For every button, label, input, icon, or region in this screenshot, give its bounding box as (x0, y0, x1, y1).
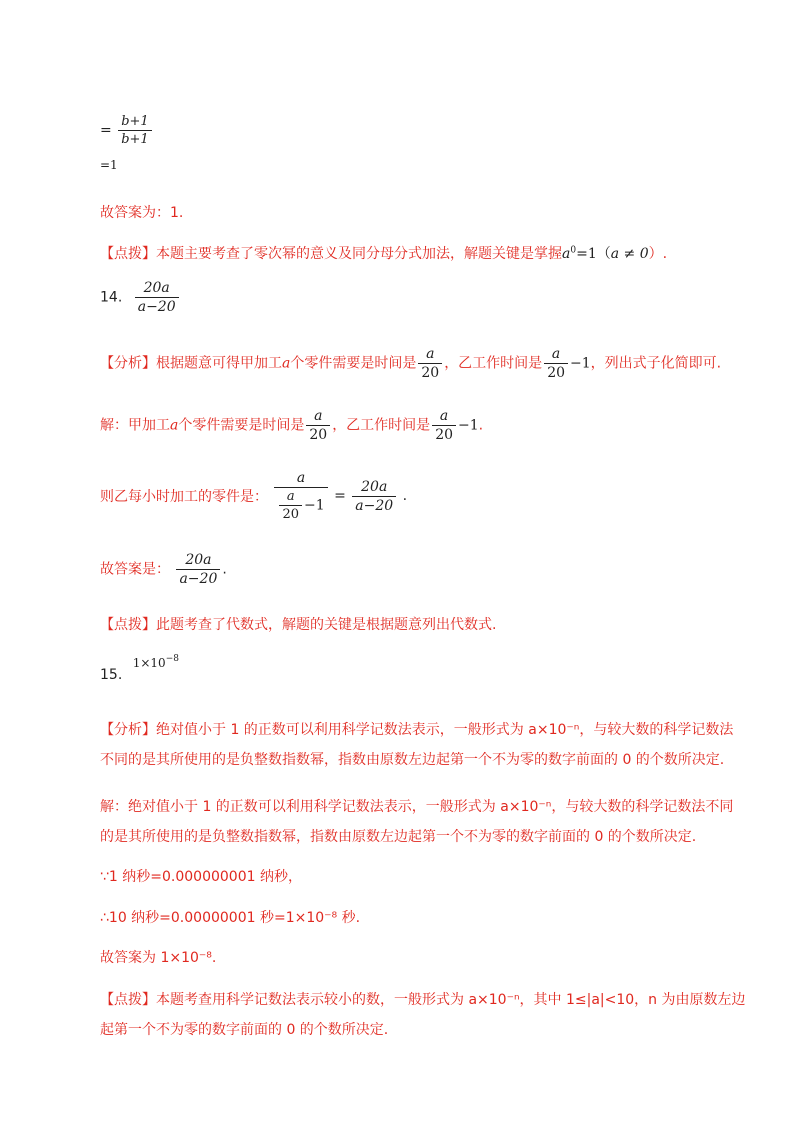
inner-fraction: $\frac{a}{20}$ (279, 489, 302, 522)
fraction-20a-over-a-minus-20: $\frac{20a}{a-20}$ (135, 280, 179, 315)
fraction-20a-over-a-minus-20: $\frac{20a}{a-20}$ (176, 552, 220, 587)
hint-line-15b: 起第一个不为零的数字前面的 0 的个数所决定. (100, 1022, 389, 1038)
solution-line-15a: 解：绝对值小于 1 的正数可以利用科学记数法表示，一般形式为 a×10⁻ⁿ，与较大数的科学记数法不同 (100, 799, 734, 815)
answer-line-15: 故答案为 1×10⁻⁸. (100, 950, 217, 966)
question-14-answer (100, 280, 181, 315)
because-line: ∵1 纳秒=0.000000001 纳秒， (100, 869, 302, 885)
hint-line-15a: 【点拨】本题考查用科学记数法表示较小的数，一般形式为 a×10⁻ⁿ，其中 1≤|a|<10，n 为由原数左边 (100, 992, 746, 1008)
fraction-a-over-20: $\frac{a}{20}$ (306, 408, 330, 443)
question-15-answer: 15. $1\times 10^{-8}$ (100, 654, 179, 683)
analysis-line-14: 【分析】根据题意可得甲加工a个零件需要是时间是 $\frac{a}{20}$ ，乙工作时间是 $\frac{a}{20}$ −1，列出式子化简即可. (100, 346, 722, 381)
complex-fraction: a $\frac{a}{20}$ −1 (274, 470, 327, 522)
yi-line-14: 则乙每小时加工的零件是： a $\frac{a}{20}$ −1 = $\frac{20a}{a-20}$ . (100, 470, 408, 522)
therefore-line: ∴10 纳秒=0.00000001 秒=1×10⁻⁸ 秒. (100, 910, 361, 926)
hint-line-13: 【点拨】本题主要考查了零次幂的意义及同分母分式加法，解题关键是掌握$a^0=1(a \ne 0)$. (100, 245, 668, 262)
analysis-line-15a: 【分析】绝对值小于 1 的正数可以利用科学记数法表示，一般形式为 a×10⁻ⁿ，与较大数的科学记数法 (100, 722, 734, 738)
answer-line-14: 故答案是： $\frac{20a}{a-20}$ . (100, 552, 227, 587)
equation-line-2: =1 (100, 158, 118, 172)
fraction-a-over-20: $\frac{a}{20}$ (544, 346, 568, 381)
solution-line-14: 解：甲加工a个零件需要是时间是 $\frac{a}{20}$ ，乙工作时间是 $\frac{a}{20}$ −1. (100, 408, 484, 443)
answer-line-13: 故答案为：1. (100, 205, 184, 221)
fraction-20a-over-a-minus-20: $\frac{20a}{a-20}$ (352, 479, 396, 514)
solution-line-15b: 的是其所使用的是负整数指数幂，指数由原数左边起第一个不为零的数字前面的 0 的个数所决定. (100, 829, 697, 845)
question-number: 14. (100, 289, 123, 306)
question-number: 15. (100, 666, 123, 683)
fraction-b-plus-1: $\frac{b+1}{b+1}$ (118, 114, 152, 147)
equals-sign: = (100, 122, 112, 139)
fraction-a-over-20: $\frac{a}{20}$ (432, 408, 456, 443)
analysis-line-15b: 不同的是其所使用的是负整数指数幂，指数由原数左边起第一个不为零的数字前面的 0 的个数所决定. (100, 752, 725, 768)
hint-line-14: 【点拨】此题考查了代数式，解题的关键是根据题意列出代数式. (100, 617, 497, 633)
equation-line-1 (100, 114, 154, 147)
fraction-a-over-20: $\frac{a}{20}$ (418, 346, 442, 381)
